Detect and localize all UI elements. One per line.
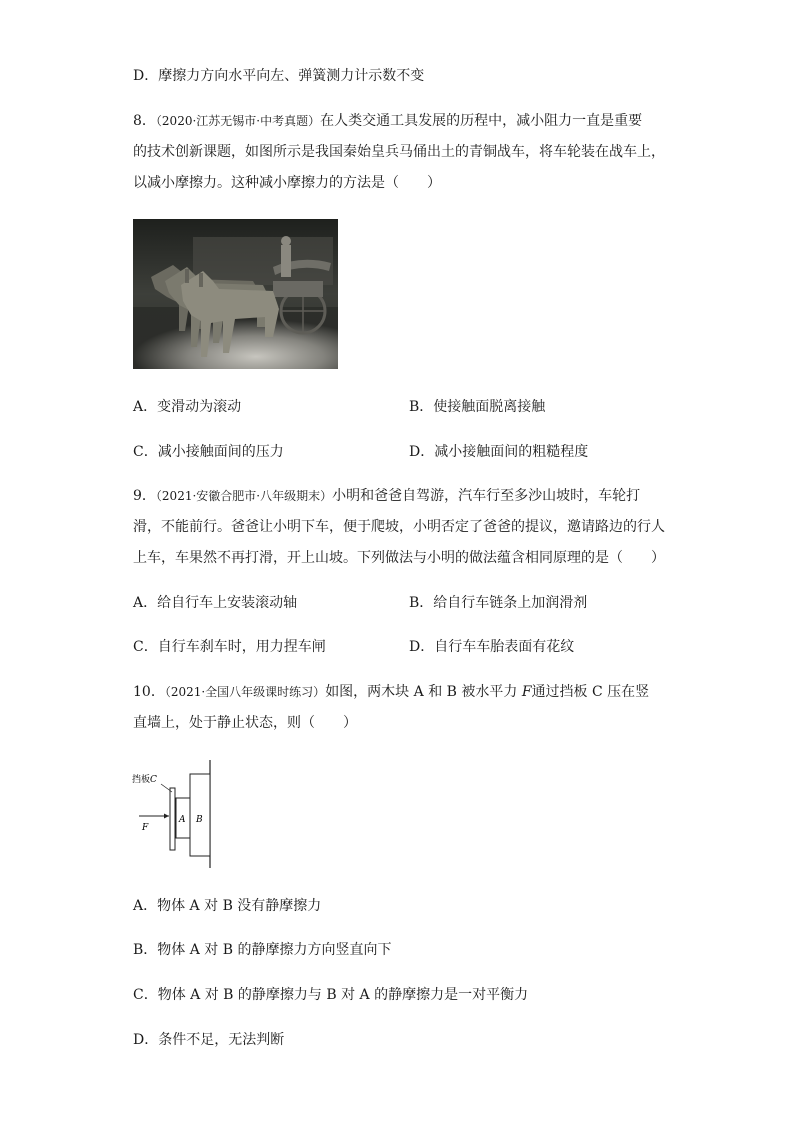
q9-option-c: C．自行车刹车时，用力捏车闸 bbox=[133, 639, 326, 655]
q9-stem-line-1 bbox=[133, 486, 640, 506]
q10-option-a: A．物体 A 对 B 没有静摩擦力 bbox=[133, 898, 322, 914]
block-b-label: B bbox=[196, 815, 203, 825]
force-arrow-head bbox=[164, 814, 169, 819]
q10-force-symbol: F bbox=[521, 684, 532, 700]
q9-option-a: A．给自行车上安装滚动轴 bbox=[133, 595, 298, 611]
q8-stem-line-1 bbox=[133, 111, 642, 131]
wall-blocks-svg bbox=[131, 758, 231, 870]
q9-source: （2021·安徽合肥市·八年级期末） bbox=[155, 489, 333, 503]
q10-stem-1b: 通过挡板 C 压在竖 bbox=[531, 684, 650, 700]
q8-number: 8． bbox=[133, 113, 156, 129]
force-label: F bbox=[142, 823, 149, 833]
q8-option-b: B．使接触面脱离接触 bbox=[409, 399, 546, 415]
block-a-label: A bbox=[179, 815, 186, 825]
q10-option-d: D．条件不足，无法判断 bbox=[133, 1032, 285, 1048]
q9-stem-line-2: 滑，不能前行。爸爸让小明下车，便于爬坡，小明否定了爸爸的提议，邀请路边的行人 bbox=[133, 519, 665, 535]
q9-option-b: B．给自行车链条上加润滑剂 bbox=[409, 595, 588, 611]
q10-stem-1a: 如图，两木块 A 和 B 被水平力 bbox=[325, 684, 522, 700]
q10-source: （2021·全国八年级课时练习） bbox=[164, 685, 326, 699]
q8-option-a: A．变滑动为滚动 bbox=[133, 399, 242, 415]
q10-number: 10． bbox=[133, 684, 165, 700]
q9-stem-1: 小明和爸爸自驾游，汽车行至多沙山坡时，车轮打 bbox=[332, 488, 641, 504]
q10-stem-line-2: 直墙上，处于静止状态，则（ ） bbox=[133, 715, 357, 731]
q10-stem-line-1 bbox=[133, 682, 649, 702]
q8-stem-line-2: 的技术创新课题，如图所示是我国秦始皇兵马俑出土的青铜战车，将车轮装在战车上， bbox=[133, 144, 665, 160]
q8-source: （2020·江苏无锡市·中考真题） bbox=[155, 114, 321, 128]
q7-option-d: D．摩擦力方向水平向左、弹簧测力计示数不变 bbox=[133, 68, 425, 84]
plate-c bbox=[170, 788, 175, 850]
q9-option-d: D．自行车车胎表面有花纹 bbox=[409, 639, 575, 655]
q9-number: 9． bbox=[133, 488, 156, 504]
q10-option-c: C．物体 A 对 B 的静摩擦力与 B 对 A 的静摩擦力是一对平衡力 bbox=[133, 987, 529, 1003]
bronze-chariot-photo bbox=[133, 219, 338, 369]
q8-option-d: D．减小接触面间的粗糙程度 bbox=[409, 444, 589, 460]
q8-stem-1: 在人类交通工具发展的历程中，减小阻力一直是重要 bbox=[320, 113, 643, 129]
plate-label: 挡板C bbox=[132, 775, 157, 785]
wall-blocks-diagram bbox=[131, 758, 231, 870]
q8-stem-line-3: 以减小摩擦力。这种减小摩擦力的方法是（ ） bbox=[133, 175, 441, 191]
bronze-chariot-image bbox=[133, 219, 338, 369]
q10-option-b: B．物体 A 对 B 的静摩擦力方向竖直向下 bbox=[133, 942, 392, 958]
q8-option-c: C．减小接触面间的压力 bbox=[133, 444, 284, 460]
q9-stem-line-3: 上车，车果然不再打滑，开上山坡。下列做法与小明的做法蕴含相同原理的是（ ） bbox=[133, 550, 665, 566]
